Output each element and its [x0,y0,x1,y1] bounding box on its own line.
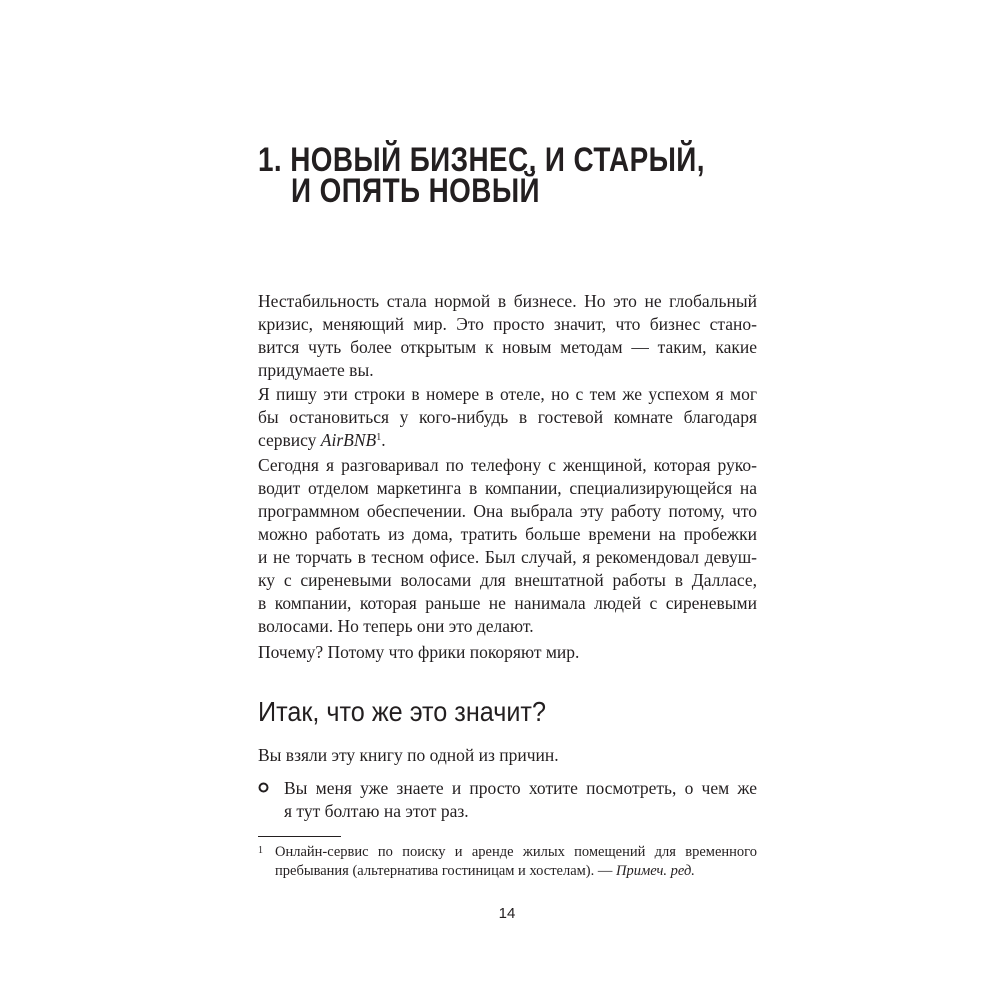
editor-note: Примеч. ред. [616,863,695,879]
text: . [381,430,386,450]
text-line: Нестабильность стала нормой в бизнесе. Но это не глобальный [258,291,757,311]
chapter-title-line-2: И ОПЯТЬ НОВЫЙ [291,172,540,210]
footnote-line [275,862,757,881]
text-line [258,429,757,452]
text-line: кризис, меняющий мир. Это просто значит, что бизнес стано- [258,314,757,334]
text-line: бы остановиться у кого-нибудь в гостевой комнате благодаря [258,407,757,427]
text-line: Вы меня уже знаете и просто хотите посмотреть, о чем же [284,778,757,798]
text-line: Сегодня я разговаривал по телефону с женщиной, которая руко- [258,455,757,475]
page-number: 14 [498,905,516,922]
footnote-divider [258,836,341,837]
hollow-circle-bullet-icon [258,782,269,793]
text-line: Я пишу эти строки в номере в отеле, но с тем же успехом я мог [258,384,757,404]
paragraph-4 [258,641,757,664]
paragraph-2 [258,383,757,452]
section-heading: Итак, что же это значит? [258,696,546,727]
airbnb-italic: AirBNB [320,430,377,450]
text-line: водит отделом маркетинга в компании, специализирующейся на [258,478,757,498]
footnote-mark: 1 [258,845,263,856]
text-line: я тут болтаю на этот раз. [284,801,469,821]
chapter-title-line-1: 1. НОВЫЙ БИЗНЕС, И СТАРЫЙ, [258,141,705,179]
text-line: Вы взяли эту книгу по одной из причин. [258,745,559,765]
text-line: в компании, которая раньше не нанимала людей с сиреневыми [258,593,757,613]
paragraph-3 [258,454,757,638]
footnote-ref[interactable]: 1 [376,432,382,443]
bullet-item [284,777,757,823]
text: сервису [258,430,321,450]
section-intro [258,744,757,767]
text-line: придумаете вы. [258,360,374,380]
text-line: волосами. Но теперь они это делают. [258,616,534,636]
text-line: можно работать из дома, тратить больше времени на пробежки [258,524,757,544]
text-line: вится чуть более открытым к новым методам — таким, какие [258,337,757,357]
text: пребывания (альтернатива гостиницам и хостелам). — [275,863,617,879]
text-line: ку с сиреневыми волосами для внештатной работы в Далласе, [258,570,757,590]
footnote [258,843,757,881]
paragraph-1 [258,290,757,382]
text-line: и не торчать в тесном офисе. Был случай, я рекомендовал девуш- [258,547,757,567]
footnote-line: Онлайн-сервис по поиску и аренде жилых помещений для временного [275,844,757,860]
text-line: программном обеспечении. Она выбрала эту работу потому, что [258,501,757,521]
text-line: Почему? Потому что фрики покоряют мир. [258,642,580,662]
